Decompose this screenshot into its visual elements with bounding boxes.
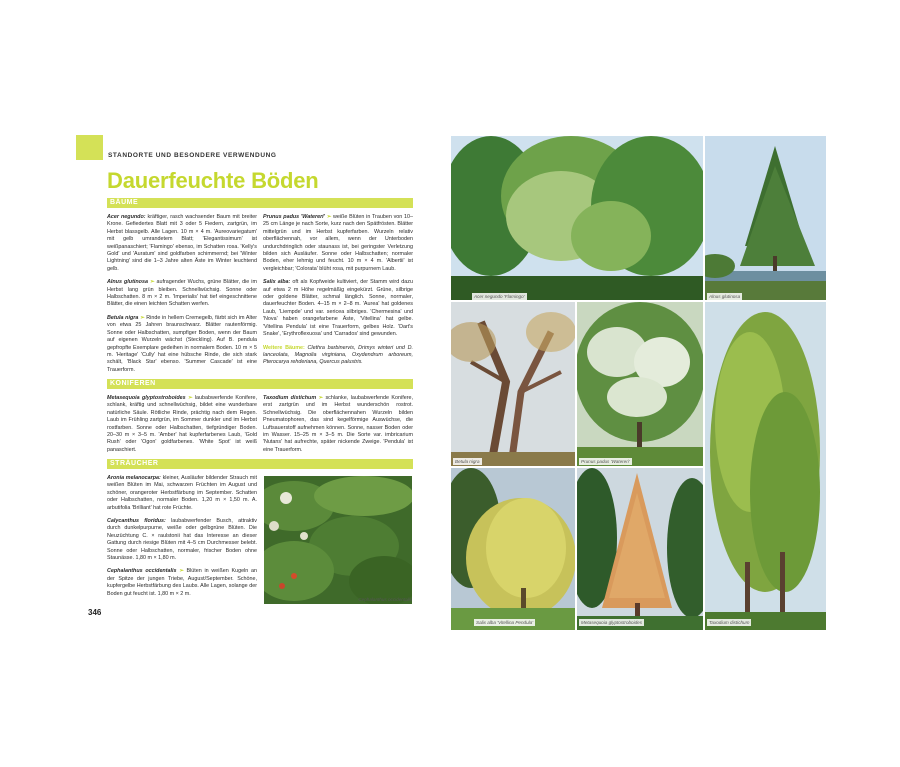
caption-taxodium: Taxodium distichum	[709, 620, 750, 625]
salix-image	[451, 468, 575, 630]
page-title: Dauerfeuchte Böden	[107, 168, 319, 193]
section-bar-koniferen	[107, 379, 413, 389]
baeume-column-left	[107, 214, 257, 380]
photo-metasequoia	[577, 468, 703, 630]
photo-prunus	[577, 302, 703, 466]
entry-calycanthus: Calycanthus floridus: laubabwerfender Busch, attraktiv durch dunkelpurpurne, weiße oder gelbgrüne Blüten. Die Neuzüchtung C. × raulstonii hat das Interesse an dieser Gattung durch riesige Blüten mit 4–5 cm Durchmesser belebt. Sonne oder Halbschatten, normaler, frischer Boden ohne Staunässe. 1,80 m × 1,80 m.	[107, 518, 257, 562]
entry-taxodium: Taxodium distichum ➢ schlanke, laubabwerfende Konifere, erst zartgrün und im Herbst wunderschön rostrot. Schnellwüchsig. Die oberflächennahen Wurzeln bilden Pneumatophoren, das sind kegelförmige Auswüchse, die Luftsauerstoff aufnehmen können. Sonne, nasser Boden oder im Wasser. 15–25 m × 3–5 m. Die Sorte var. imbricarium 'Nutans' hat aufrechte, später nickende Zweige. 'Pendula' ist eine Trauerform.	[263, 395, 413, 453]
section-label-straeucher: STRÄUCHER	[110, 460, 159, 467]
photo-cephalanthus	[264, 476, 412, 604]
koniferen-column-right	[263, 395, 413, 460]
prunus-image	[577, 302, 703, 466]
entry-aronia: Aronia melanocarpa: kleiner, Ausläufer bildender Strauch mit weißen Blüten im Mai, schwarzen Früchten im August und schöner, orangeroter Herbstfärbung im September. Schatten oder Halbschatten, normaler Boden. 1,20 m × 1,50 m. A. arbutifolia 'Brilliant' hat rote Früchte.	[107, 475, 257, 511]
taxodium-image	[705, 302, 826, 630]
section-label-baeume: BÄUME	[110, 199, 139, 206]
section-kicker: STANDORTE UND BESONDERE VERWENDUNG	[108, 152, 277, 159]
arrow-icon: ➢	[318, 395, 324, 401]
photo-alnus	[705, 136, 826, 300]
photo-acer	[451, 136, 703, 300]
entry-alnus: Alnus glutinosa ➢ aufragender Wuchs, grüne Blätter, die im Herbst lang grün bleiben. Schnellwüchsig. Sonne oder Halbschatten. 8 m × 2 m. 'Imperialis' hat tief eingeschnittene Blätter, die einen leichten Schatten werfen.	[107, 279, 257, 308]
arrow-icon: ➢	[326, 214, 332, 220]
entry-cephalanthus: Cephalanthus occidentalis ➢ Blüten in weißen Kugeln an der Spitze der jungen Triebe, August/September. Schöne, kupfergelbe Herbstfärbung des Laubs. Alle Lagen, solange der Boden gut feucht ist. 1,80 m × 2 m.	[107, 568, 257, 597]
entry-name: Acer negundo:	[107, 214, 146, 220]
caption-acer: Acer negundo 'Flamingo'	[474, 294, 525, 299]
entry-weitere: Weitere Bäume: Clethra barbinervis, Drimys winteri und D. lanceolata, Magnolia virginiana, Oxydendrum arboreum, Pterocarya rehderiana, Quercus palustris.	[263, 344, 413, 366]
caption-salix: Salix alba 'Vitellina Pendula'	[476, 620, 534, 625]
alnus-image	[705, 136, 826, 300]
entry-salix: Salix alba: oft als Kopfweide kultiviert, der Stamm wird dazu auf etwa 2 m Höhe regelmäßig eingekürzt. Grüne, silbrige oder goldene Blätter, schmal länglich. Sonne, normaler, dauerfeuchter Boden. 4–15 m × 2–8 m. 'Aurea' hat goldenes Laub, 'Liempde' und var. sericea silbriges. 'Chermesina' und 'Nova' haben orangefarbene Äste, 'Vitellina' hat gelbe. 'Vitellina Pendula' ist eine Trauerform, gelbes Holz. 'Dart's Snake', 'Erythroflexuosa' und 'Carrados' sind gewunden.	[263, 279, 413, 338]
photo-betula	[451, 302, 575, 466]
straeucher-column	[107, 475, 257, 604]
entry-metasequoia: Metasequoia glyptostroboides ➢ laubabwerfende Konifere, schlank, kräftig und schnellwüchsig, bildet eine wunderbare natürliche Säule. Rötliche Rinde, prächtig nach dem Regen. Laub im Frühling zartgrün, im Sommer dunkler und im Herbst rostfarben. Sonne oder Halbschatten, tiefgründiger Boden. 20–30 m × 3–5 m. 'Amber' hat kupferfarbenes Laub, 'Gold Rush' oder 'Ogon' goldfarbenes. 'White Spot' ist weiß panaschiert.	[107, 395, 258, 453]
accent-square	[76, 135, 103, 160]
arrow-icon: ➢	[140, 314, 145, 321]
section-label-koniferen: KONIFEREN	[110, 380, 156, 387]
photo-salix	[451, 468, 575, 630]
metasequoia-image	[577, 468, 703, 630]
arrow-icon: ➢	[187, 395, 193, 401]
baeume-column-right	[263, 214, 413, 373]
entry-acer: Acer negundo: kräftiger, rasch wachsender Baum mit breiter Krone. Gefiedertes Blatt mit 3 oder 5 Fiedern, zartgrün, im Herbst blassgelb. Alle Lagen. 10 m × 4 m. 'Aureovariegatum' mit gelb umrandetem Blatt; 'Elegantissimum' ist weißpanaschiert; 'Flamingo' ebenso, im Schatten rosa. 'Kelly's Gold' und 'Auratum' sind goldfarben schimmernd; bei 'Winter Lightning' sind die 1–3 Jahre alten Äste im Winter leuchtend gelb.	[107, 214, 257, 272]
betula-image	[451, 302, 575, 466]
section-bar-baeume	[107, 198, 413, 208]
acer-image	[451, 136, 703, 300]
koniferen-column-left	[107, 395, 257, 460]
caption-alnus: Alnus glutinosa	[709, 294, 741, 299]
caption-prunus: Prunus padus 'Watereri'	[581, 459, 630, 464]
caption-metasequoia: Metasequoia glyptostroboides	[581, 620, 643, 625]
section-bar-straeucher	[107, 459, 413, 469]
cephalanthus-image	[264, 476, 412, 604]
photo-taxodium	[705, 302, 826, 630]
entry-betula: Betula nigra ➢ Rinde in hellem Cremegelb, färbt sich im Alter von etwa 25 Jahren braunschwarz. Blätter rautenförmig. Sonne oder Halbschatten, sumpfiger Boden, wenn der Baum auf eigenen Wurzeln wächst (Steckling). Auf B. pendula gepfropfte Exemplare gedeihen in normalem Boden. 10 m × 5 m. 'Heritage' 'Cully' hat eine hübsche Rinde, die sich stark schält, 'Black Star' ebenso. 'Summer Cascade' ist eine Trauerform.	[107, 314, 258, 373]
caption-cephalanthus: Cephalanthus occidentalis	[358, 597, 412, 602]
arrow-icon: ➢	[179, 568, 184, 575]
page-number: 346	[88, 608, 102, 617]
arrow-icon: ➢	[149, 279, 155, 286]
entry-prunus: Prunus padus 'Watereri' ➢ weiße Blüten in Trauben von 10–25 cm Länge je nach Sorte, kurz nach den Spätfrösten. Blätter mittelgrün und im Herbst kupferfarben. Wurzeln relativ oberflächennah, vor allem, wenn der Unterboden undurchdringlich oder staunass ist, bei geringster Verletzung bilden sich Ausläufer. Sonne oder Halbschatten; normaler Boden, eher lehmig und feucht. 10 m × 4 m. 'Albertii' ist vergleichbar; 'Colorata' blüht rosa, mit purpurnem Laub.	[263, 214, 414, 272]
caption-betula: Betula nigra	[455, 459, 480, 464]
